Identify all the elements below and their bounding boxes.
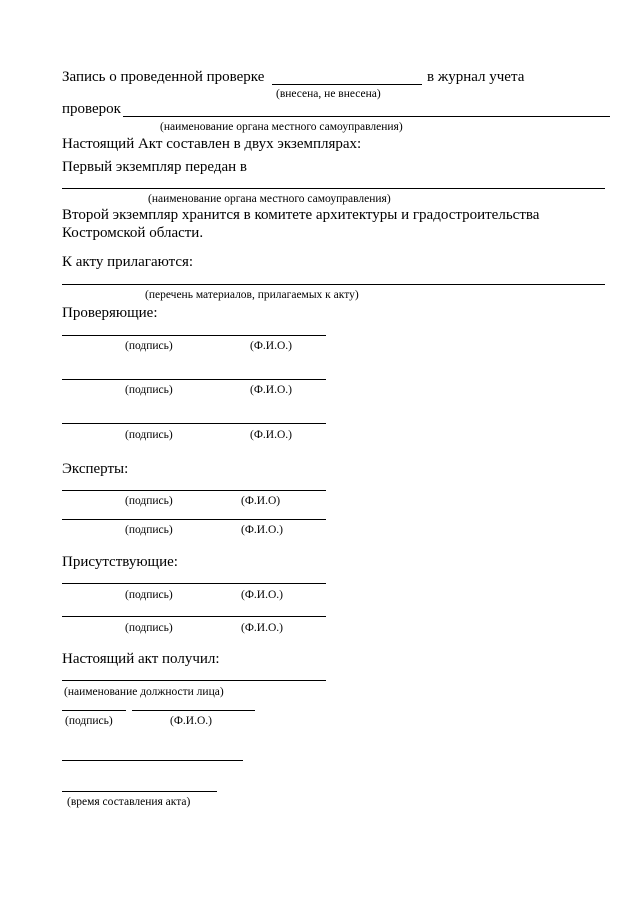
- record-text-1: Запись о проведенной проверке: [62, 69, 265, 85]
- expert-2-name: (Ф.И.О.): [241, 524, 283, 536]
- experts-label: Эксперты:: [62, 461, 129, 477]
- receiver-position-line: [62, 680, 326, 681]
- time-line: [62, 791, 217, 792]
- time-hint: (время составления акта): [67, 796, 191, 808]
- expert-2-sign: (подпись): [125, 524, 173, 536]
- inspector-1-name: (Ф.И.О.): [250, 340, 292, 352]
- record-status-line: [272, 84, 422, 85]
- inspector-3-name: (Ф.И.О.): [250, 429, 292, 441]
- receiver-sign: (подпись): [65, 715, 113, 727]
- receiver-name: (Ф.И.О.): [170, 715, 212, 727]
- inspector-1-line: [62, 335, 326, 336]
- second-copy-text-2: Костромской области.: [62, 225, 204, 241]
- present-2-line: [62, 616, 326, 617]
- attachments-label: К акту прилагаются:: [62, 254, 194, 270]
- record-organ-hint: (наименование органа местного самоуправления): [160, 121, 403, 133]
- inspectors-label: Проверяющие:: [62, 305, 158, 321]
- present-label: Присутствующие:: [62, 554, 178, 570]
- expert-1-name: (Ф.И.О): [241, 495, 281, 507]
- attachments-line: [62, 284, 605, 285]
- receiver-sign-line: [62, 710, 126, 711]
- inspector-2-line: [62, 379, 326, 380]
- receiver-label: Настоящий акт получил:: [62, 651, 220, 667]
- expert-1-line: [62, 490, 326, 491]
- record-organ-line: [123, 116, 610, 117]
- blank-line: [62, 760, 243, 761]
- expert-2-line: [62, 519, 326, 520]
- inspector-2-name: (Ф.И.О.): [250, 384, 292, 396]
- inspector-1-sign: (подпись): [125, 340, 173, 352]
- inspector-3-sign: (подпись): [125, 429, 173, 441]
- present-1-line: [62, 583, 326, 584]
- record-text-2: в журнал учета: [427, 69, 525, 85]
- expert-1-sign: (подпись): [125, 495, 173, 507]
- receiver-position-hint: (наименование должности лица): [64, 686, 224, 698]
- record-text-3: проверок: [62, 101, 121, 117]
- attachments-hint: (перечень материалов, прилагаемых к акту): [145, 289, 359, 301]
- inspector-3-line: [62, 423, 326, 424]
- present-1-sign: (подпись): [125, 589, 173, 601]
- present-2-sign: (подпись): [125, 622, 173, 634]
- first-copy-hint: (наименование органа местного самоуправления): [148, 193, 391, 205]
- second-copy-text-1: Второй экземпляр хранится в комитете архитектуры и градостроительства: [62, 207, 540, 223]
- present-1-name: (Ф.И.О.): [241, 589, 283, 601]
- inspector-2-sign: (подпись): [125, 384, 173, 396]
- record-status-hint: (внесена, не внесена): [276, 88, 381, 100]
- present-2-name: (Ф.И.О.): [241, 622, 283, 634]
- first-copy-line: [62, 188, 605, 189]
- first-copy-text: Первый экземпляр передан в: [62, 159, 247, 175]
- copies-statement: Настоящий Акт составлен в двух экземплярах:: [62, 136, 362, 152]
- receiver-name-line: [132, 710, 255, 711]
